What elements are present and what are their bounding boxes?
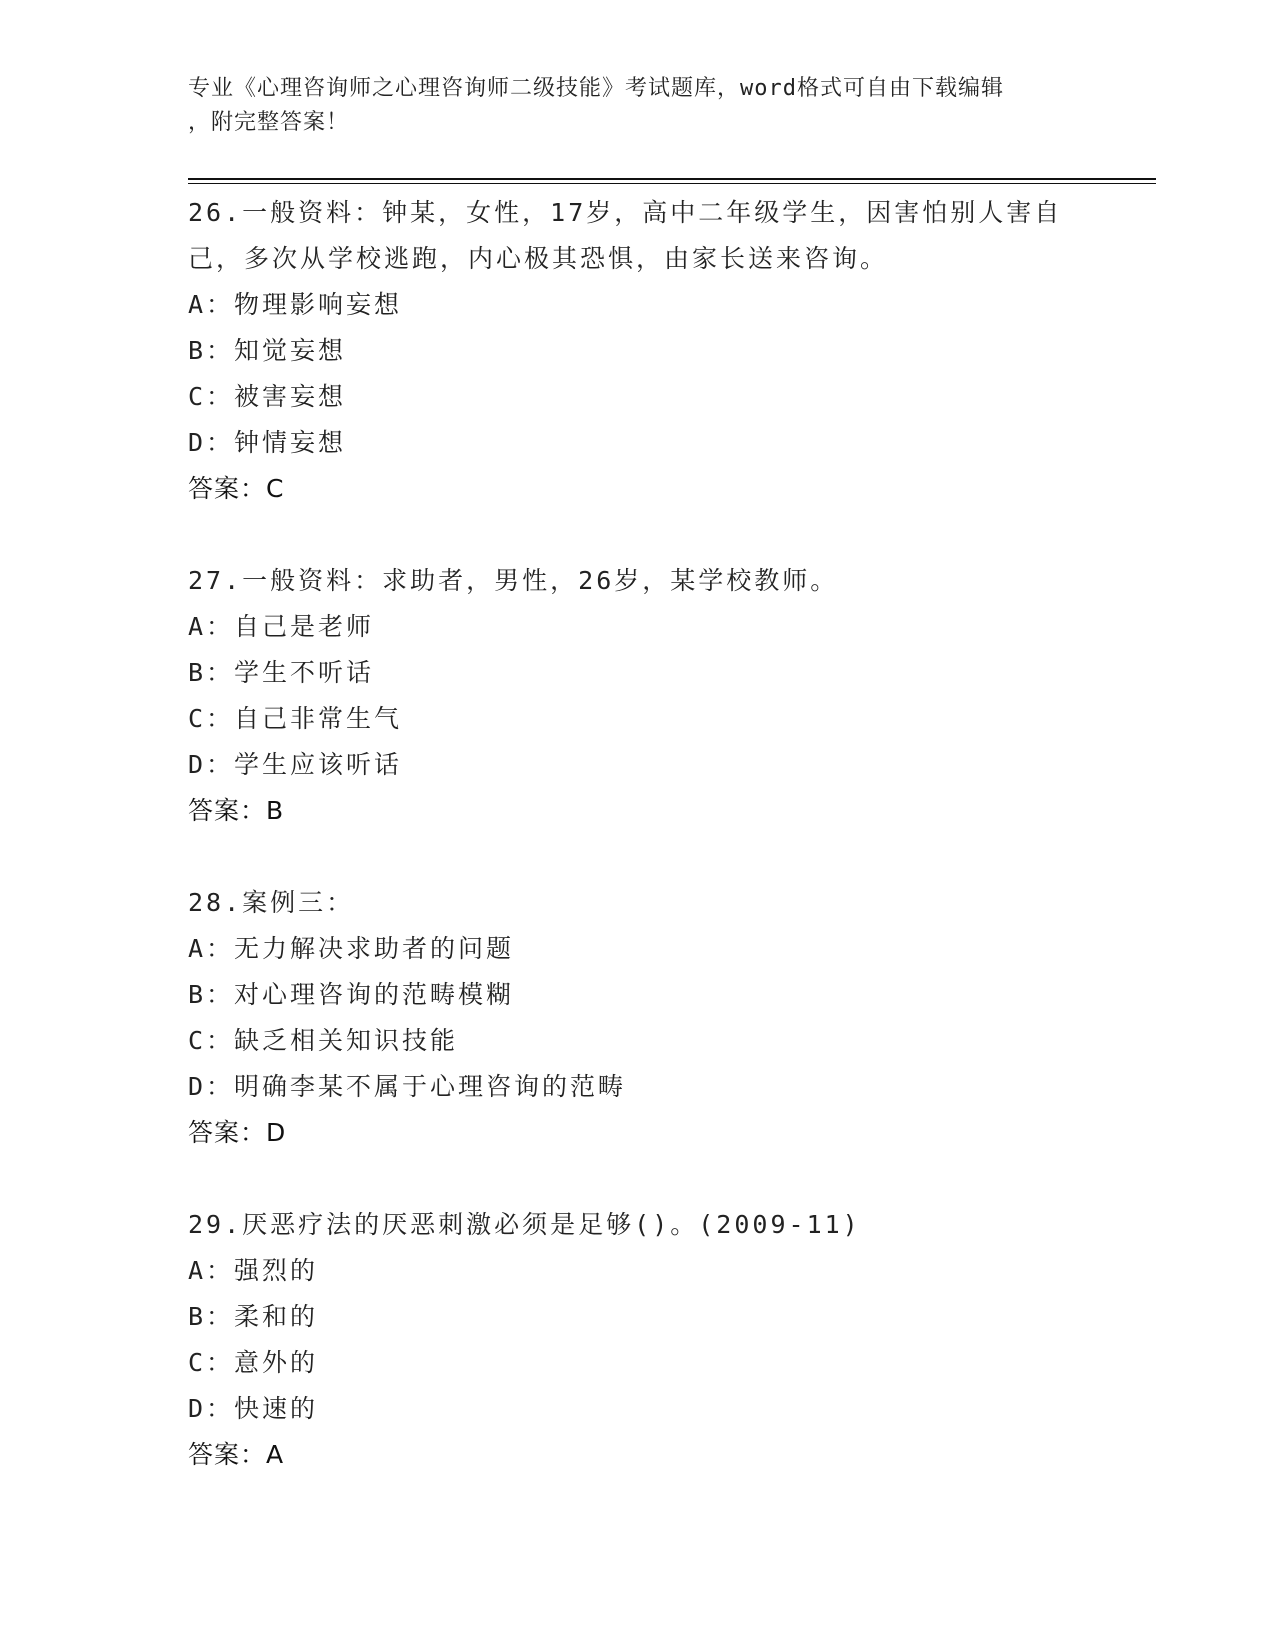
option-c: C：自己非常生气 [188,704,403,733]
option-d: D：学生应该听话 [188,750,403,779]
question-26 [188,190,1088,558]
option-b: B：知觉妄想 [188,336,347,365]
option-c: C：缺乏相关知识技能 [188,1026,459,1055]
option-d: D：快速的 [188,1394,319,1423]
answer-line: 答案：C [188,474,285,503]
option-c: C：意外的 [188,1348,319,1377]
header-divider-thick [188,178,1156,180]
option-b: B：对心理咨询的范畴模糊 [188,980,515,1009]
question-stem: 27.一般资料：求助者，男性，26岁，某学校教师。 [188,566,839,595]
option-a: A：强烈的 [188,1256,319,1285]
option-c: C：被害妄想 [188,382,347,411]
answer-line: 答案：A [188,1440,285,1469]
spacer [188,1156,1088,1202]
option-a: A：自己是老师 [188,612,375,641]
question-stem: 26.一般资料：钟某，女性，17岁，高中二年级学生，因害怕别人害自 [188,198,1063,227]
header-divider-thin [188,183,1156,184]
answer-line: 答案：B [188,796,285,825]
question-27 [188,558,1088,880]
question-28 [188,880,1088,1202]
question-stem: 28.案例三： [188,888,355,917]
question-stem-continued: 己，多次从学校逃跑，内心极其恐惧，由家长送来咨询。 [188,244,889,273]
question-list [188,190,1088,1478]
option-d: D：明确李某不属于心理咨询的范畴 [188,1072,627,1101]
document-header [188,72,1088,140]
option-d: D：钟情妄想 [188,428,347,457]
question-stem: 29.厌恶疗法的厌恶刺激必须是足够()。(2009-11) [188,1210,861,1239]
option-b: B：柔和的 [188,1302,319,1331]
header-line-1: 专业《心理咨询师之心理咨询师二级技能》考试题库，word格式可自由下载编辑 [188,76,1004,101]
question-29 [188,1202,1088,1478]
spacer [188,834,1088,880]
spacer [188,512,1088,558]
header-line-2: ，附完整答案！ [188,110,350,135]
option-a: A：物理影响妄想 [188,290,403,319]
option-b: B：学生不听话 [188,658,375,687]
option-a: A：无力解决求助者的问题 [188,934,515,963]
answer-line: 答案：D [188,1118,287,1147]
